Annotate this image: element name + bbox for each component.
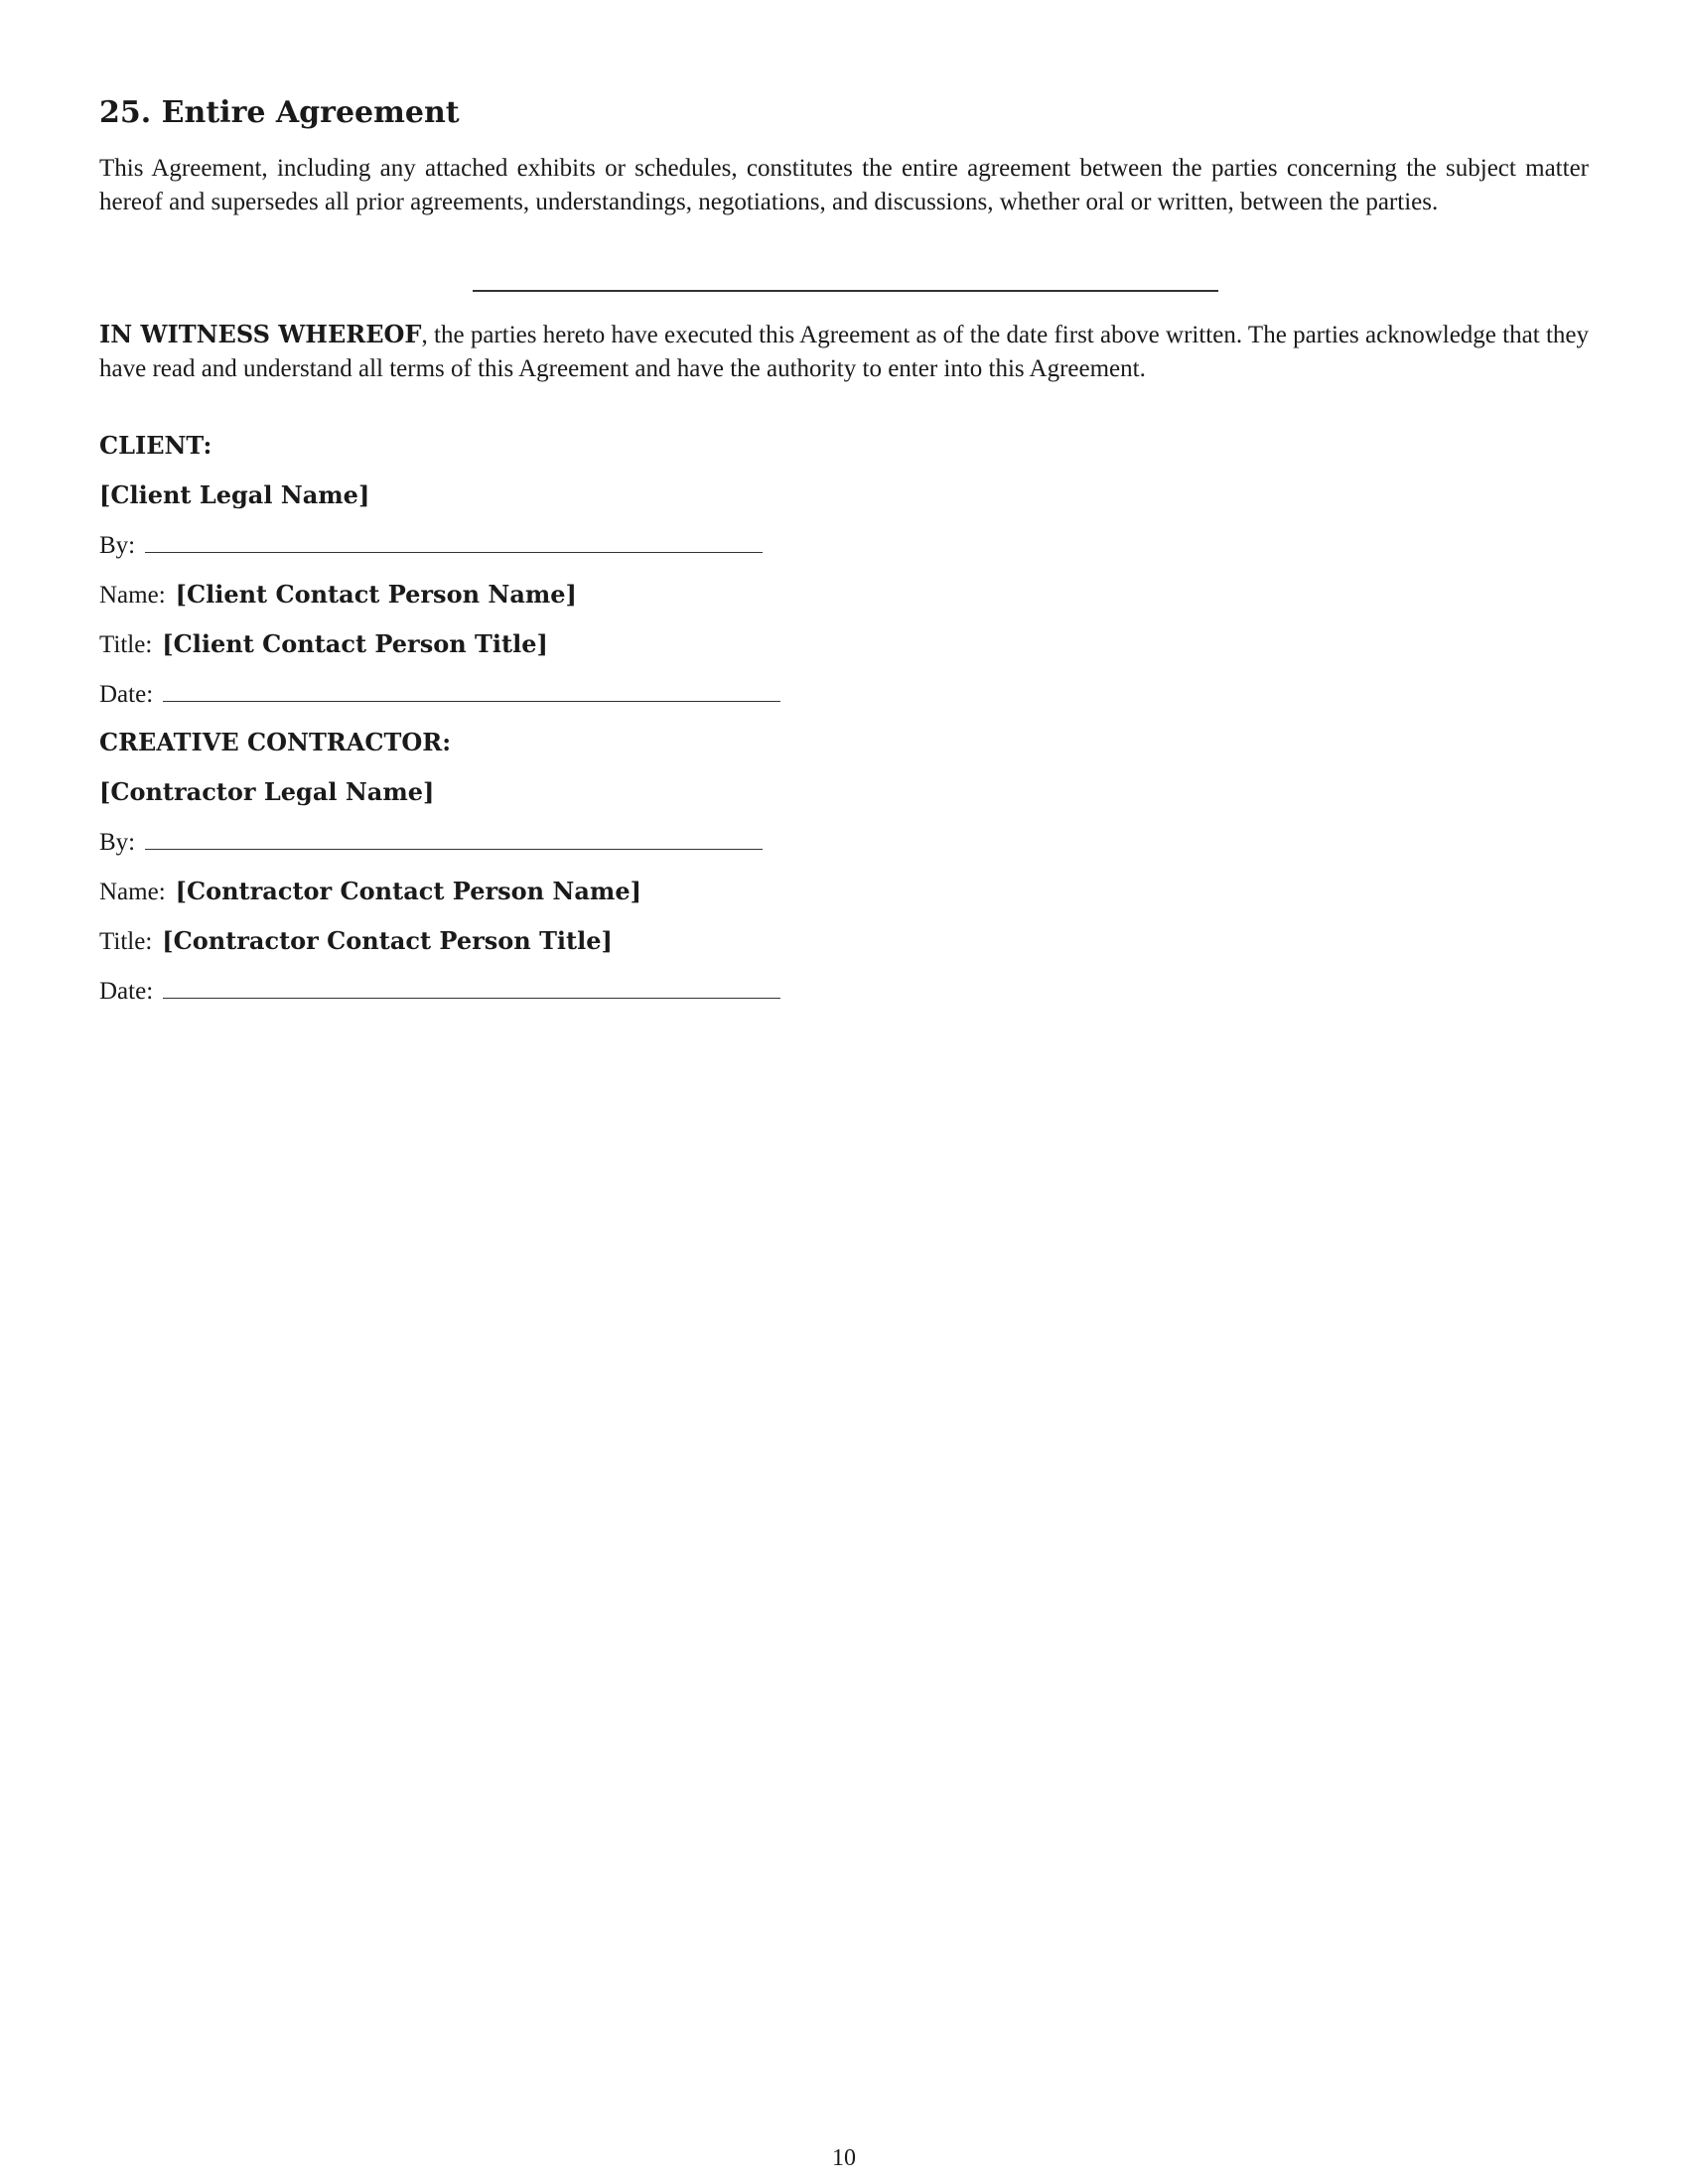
contractor-heading-row bbox=[99, 728, 451, 756]
witness-lead: IN WITNESS WHEREOF bbox=[99, 320, 422, 348]
client-heading: CLIENT: bbox=[99, 431, 212, 460]
client-title-row bbox=[99, 629, 548, 659]
section-title: 25. Entire Agreement bbox=[99, 95, 460, 130]
entire-agreement-paragraph: This Agreement, including any attached exhibits or schedules, constitutes the entire agreement between the parties concerning the subject matter hereof and supersedes all prior agreements, understandings, negotiations, and discussions, whether oral or written, between the parties. bbox=[99, 155, 1589, 215]
contractor-legal-name-row bbox=[99, 777, 434, 806]
client-name-row bbox=[99, 580, 577, 610]
contractor-by-row bbox=[99, 827, 763, 857]
contractor-name-label: Name: bbox=[99, 879, 166, 905]
contractor-date-label: Date: bbox=[99, 978, 154, 1005]
witness-text: , the parties hereto have executed this Agreement as of the date first above written. The parties acknowledge that they have read and understand all terms of this Agreement and have the authority to enter into this Agreement. bbox=[99, 322, 1589, 382]
client-date-label: Date: bbox=[99, 681, 154, 708]
client-name-label: Name: bbox=[99, 582, 166, 609]
client-legal-name-row bbox=[99, 480, 369, 509]
client-by-row bbox=[99, 530, 763, 560]
contractor-heading: CREATIVE CONTRACTOR: bbox=[99, 728, 452, 756]
client-title-value: [Client Contact Person Title] bbox=[162, 629, 548, 658]
contractor-title-label: Title: bbox=[99, 928, 153, 955]
client-heading-row bbox=[99, 431, 211, 460]
contractor-date-row bbox=[99, 976, 780, 1006]
client-signature-line[interactable] bbox=[145, 530, 763, 553]
client-title-label: Title: bbox=[99, 631, 153, 658]
contractor-legal-name: [Contractor Legal Name] bbox=[99, 777, 435, 806]
contractor-name-value: [Contractor Contact Person Name] bbox=[175, 877, 641, 905]
contractor-signature-line[interactable] bbox=[145, 827, 763, 850]
contractor-by-label: By: bbox=[99, 829, 136, 856]
contractor-title-row bbox=[99, 926, 613, 956]
client-date-line[interactable] bbox=[163, 679, 780, 702]
client-legal-name: [Client Legal Name] bbox=[99, 480, 370, 509]
client-date-row bbox=[99, 679, 780, 709]
contractor-title-value: [Contractor Contact Person Title] bbox=[162, 926, 613, 955]
witness-paragraph bbox=[99, 318, 1589, 385]
contractor-date-line[interactable] bbox=[163, 976, 780, 999]
page-number: 10 bbox=[832, 2145, 856, 2171]
client-name-value: [Client Contact Person Name] bbox=[175, 580, 577, 609]
client-by-label: By: bbox=[99, 532, 136, 559]
horizontal-rule bbox=[473, 290, 1218, 292]
contractor-name-row bbox=[99, 877, 641, 906]
